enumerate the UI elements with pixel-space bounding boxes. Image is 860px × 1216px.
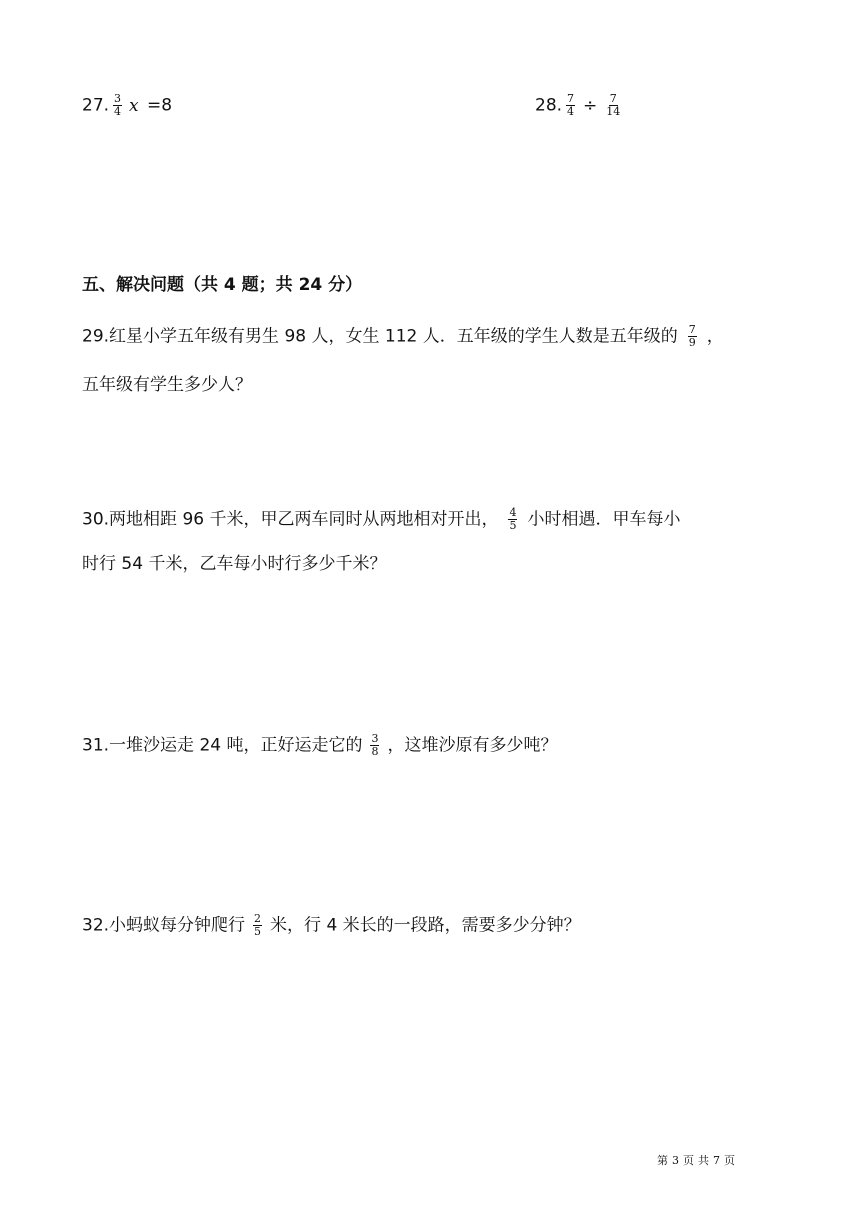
total-pages: 7 — [713, 1154, 720, 1167]
variable: x — [129, 95, 139, 116]
question-30-line-2: 时行 54 千米，乙车每小时行多少千米？ — [82, 554, 387, 574]
fraction-1: $\frac{7}{4}$ — [567, 92, 575, 118]
page-footer: 第 3 页 共 7 页 — [657, 1154, 735, 1167]
question-number: 28. — [535, 95, 563, 116]
section-heading: 五、解决问题（共 4 题；共 24 分） — [82, 275, 363, 295]
fraction: $\frac{3}{8}$ — [371, 732, 379, 758]
divide-operator: ÷ — [583, 95, 598, 116]
fraction: $\frac{4}{5}$ — [509, 506, 517, 532]
question-32: 32.小蚂蚁每分钟爬行 $\frac{2}{5}$ 米，行 4 米长的一段路，需要多少分钟？ — [82, 912, 581, 938]
question-31: 31.一堆沙运走 24 吨，正好运走它的 $\frac{3}{8}$ ，这堆沙原有多少吨？ — [82, 732, 558, 758]
fraction: $\frac{7}{9}$ — [688, 323, 696, 349]
question-number: 27. — [82, 95, 110, 116]
question-30-line-1: 30.两地相距 96 千米，甲乙两车同时从两地相对开出， $\frac{4}{5}$ 小时相遇．甲车每小 — [82, 506, 681, 532]
question-27 — [82, 93, 172, 118]
question-28 — [535, 93, 625, 118]
fraction: $\frac{3}{4}$ — [114, 92, 122, 118]
equation-rhs: =8 — [147, 95, 173, 116]
fraction-2: $\frac{7}{14}$ — [606, 92, 621, 118]
current-page: 3 — [672, 1154, 679, 1167]
question-29-line-1: 29.红星小学五年级有男生 98 人，女生 112 人．五年级的学生人数是五年级的 $\frac{7}{9}$ ， — [82, 323, 724, 349]
fraction: $\frac{2}{5}$ — [254, 912, 262, 938]
question-29-line-2: 五年级有学生多少人？ — [82, 375, 252, 395]
